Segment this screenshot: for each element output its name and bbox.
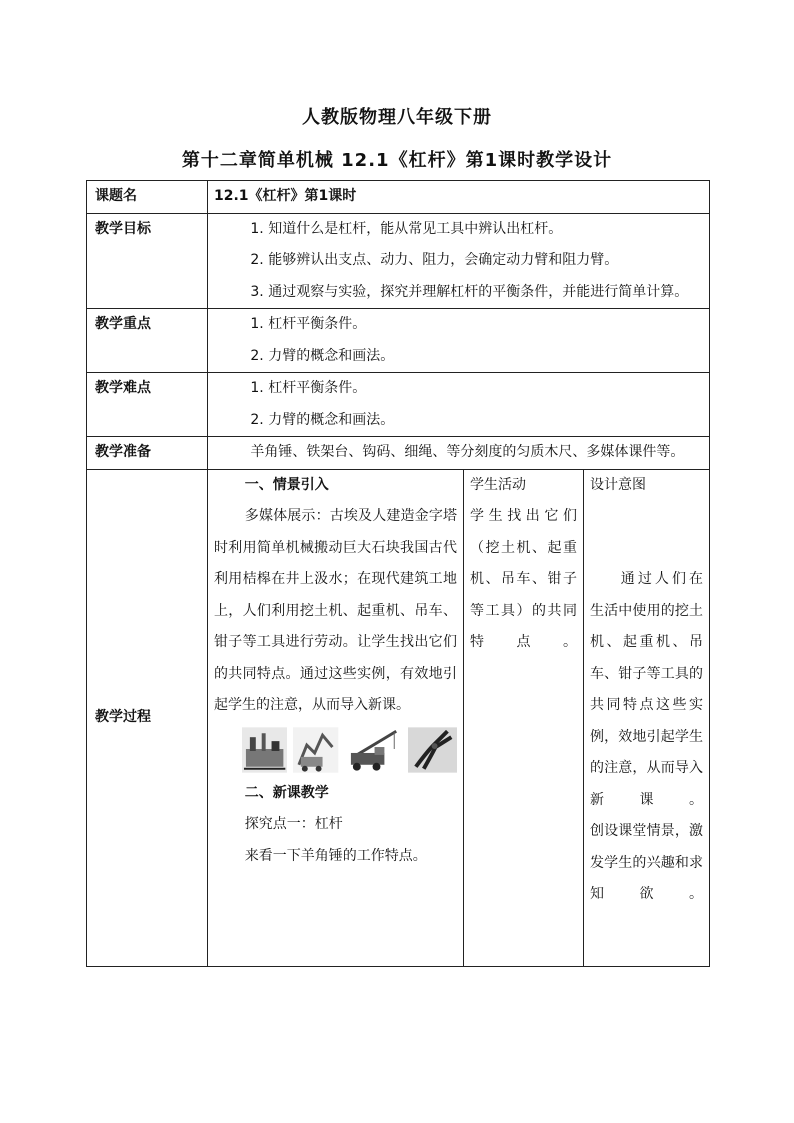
student-activity-cell <box>464 469 584 966</box>
process-label: 教学过程 <box>87 469 208 966</box>
process-content-cell <box>208 469 464 966</box>
excavator-image <box>293 727 338 773</box>
explore-text: 来看一下羊角锤的工作特点。 <box>244 847 427 864</box>
topic-label: 课题名 <box>87 181 208 214</box>
explore-point: 探究点一：杠杆 <box>244 816 343 832</box>
design-intent-text: 通过人们在生活中使用的挖土机、起重机、吊车、钳子等工具的共同特点这些实例，效地引起学生的注意，从而导入新课。 <box>590 571 703 808</box>
topic-row <box>87 181 710 214</box>
student-activity-header: 学生活动 <box>470 476 526 493</box>
prep-cell <box>208 437 710 470</box>
construction-site-image <box>242 727 287 773</box>
pliers-image <box>408 727 457 773</box>
key-points-row <box>87 309 710 373</box>
difficult-point-item: 2. 力臂的概念和画法。 <box>250 411 395 428</box>
goal-item: 2. 能够辨认出支点、动力、阻力，会确定动力臂和阻力臂。 <box>250 252 619 268</box>
difficult-points-cell <box>208 373 710 437</box>
goal-item: 3. 通过观察与实验，探究并理解杠杆的平衡条件，并能进行简单计算。 <box>250 283 689 300</box>
prep-label: 教学准备 <box>87 437 208 470</box>
key-point-item: 1. 杠杆平衡条件。 <box>250 316 367 332</box>
tools-illustration <box>214 722 457 778</box>
section-heading: 一、情景引入 <box>244 476 329 493</box>
student-activity-text: 学生找出它们（挖土机、起重机、吊车、钳子等工具）的共同特点。 <box>470 508 577 650</box>
key-point-item: 2. 力臂的概念和画法。 <box>250 347 395 364</box>
section-heading: 二、新课教学 <box>244 784 329 801</box>
difficult-points-row <box>87 373 710 437</box>
document-title: 人教版物理八年级下册 <box>302 107 492 128</box>
document-subtitle: 第十二章简单机械 12.1《杠杆》第1课时教学设计 <box>181 150 613 171</box>
topic-value: 12.1《杠杆》第1课时 <box>208 181 710 214</box>
goals-row <box>87 213 710 309</box>
design-intent-cell <box>584 469 710 966</box>
lesson-plan-table <box>86 180 710 967</box>
goals-cell <box>208 213 710 309</box>
crane-truck-image <box>345 727 402 773</box>
key-points-cell <box>208 309 710 373</box>
prep-text: 羊角锤、铁架台、钩码、细绳、等分刻度的匀质木尺、多媒体课件等。 <box>250 444 685 460</box>
design-intent-text-2: 创设课堂情景，激发学生的兴趣和求知欲。 <box>590 823 703 902</box>
goal-item: 1. 知道什么是杠杆，能从常见工具中辨认出杠杆。 <box>250 220 563 237</box>
process-row <box>87 469 710 966</box>
goals-label: 教学目标 <box>87 213 208 309</box>
prep-row <box>87 437 710 470</box>
key-points-label: 教学重点 <box>87 309 208 373</box>
design-intent-header: 设计意图 <box>590 476 646 493</box>
difficult-points-label: 教学难点 <box>87 373 208 437</box>
section-text: 多媒体展示：古埃及人建造金字塔时利用简单机械搬动巨大石块我国古代利用桔槔在井上汲水；在现代建筑工地上，人们利用挖土机、起重机、吊车、钳子等工具进行劳动。让学生找出它们的共同特点。通过这些实例，有效地引起学生的注意，从而导入新课。 <box>214 508 457 713</box>
difficult-point-item: 1. 杠杆平衡条件。 <box>250 380 367 396</box>
